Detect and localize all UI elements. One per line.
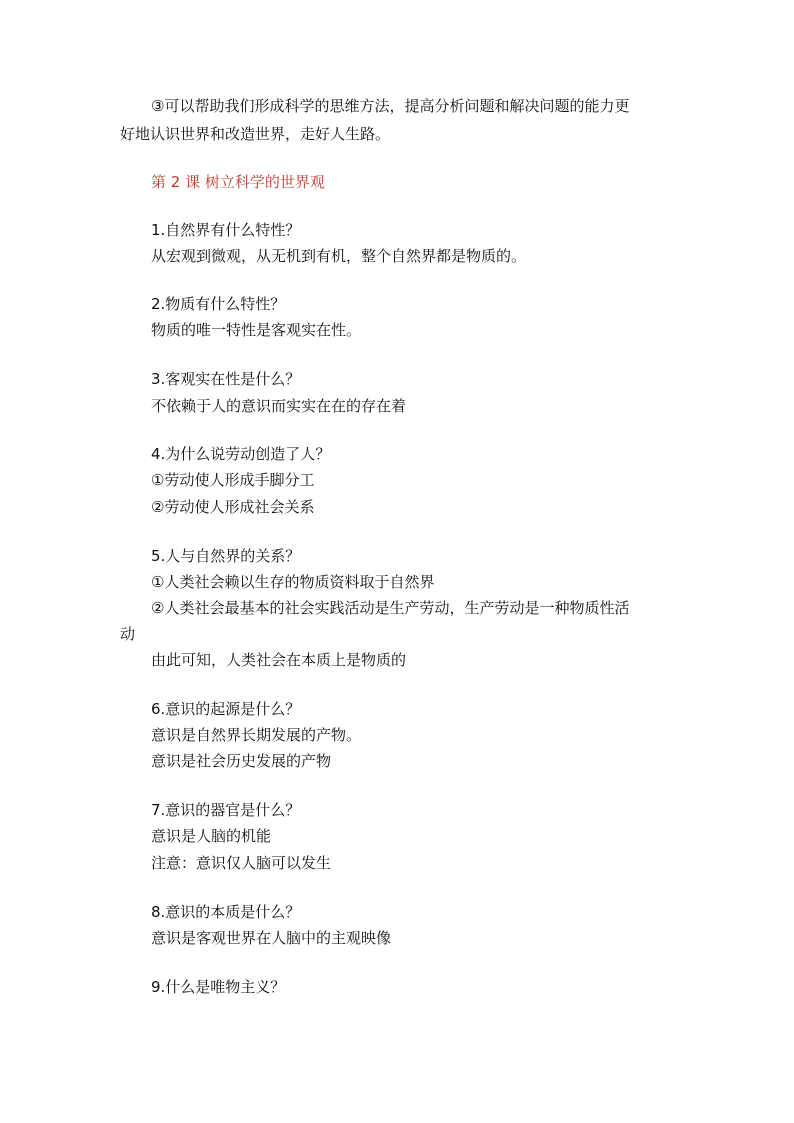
- question-8: 8.意识的本质是什么？: [151, 903, 301, 921]
- answer-6-1: 意识是自然界长期发展的产物。: [151, 726, 362, 744]
- question-2: 2.物质有什么特性？: [151, 295, 286, 313]
- answer-3-1: 不依赖于人的意识而实实在在的存在着: [151, 397, 407, 415]
- lesson-title: 第 2 课 树立科学的世界观: [151, 173, 325, 191]
- intro-line-2: 好地认识世界和改造世界，走好人生路。: [120, 125, 391, 143]
- answer-8-1: 意识是客观世界在人脑中的主观映像: [151, 929, 392, 947]
- answer-2-1: 物质的唯一特性是客观实在性。: [151, 321, 362, 339]
- question-5: 5.人与自然界的关系？: [151, 547, 301, 565]
- answer-5-3: 动: [120, 625, 136, 643]
- answer-6-2: 意识是社会历史发展的产物: [151, 752, 332, 770]
- question-9: 9.什么是唯物主义？: [151, 978, 286, 996]
- answer-4-2: ②劳动使人形成社会关系: [151, 498, 315, 516]
- question-7: 7.意识的器官是什么？: [151, 801, 301, 819]
- answer-4-1: ①劳动使人形成手脚分工: [151, 471, 315, 489]
- answer-5-2: ②人类社会最基本的社会实践活动是生产劳动，生产劳动是一种物质性活: [151, 599, 630, 617]
- question-6: 6.意识的起源是什么？: [151, 700, 301, 718]
- answer-5-1: ①人类社会赖以生存的物质资料取于自然界: [151, 573, 435, 591]
- answer-1-1: 从宏观到微观，从无机到有机，整个自然界都是物质的。: [151, 247, 527, 265]
- answer-7-2: 注意：意识仅人脑可以发生: [151, 854, 332, 872]
- answer-7-1: 意识是人脑的机能: [151, 827, 272, 845]
- intro-line-1: ③可以帮助我们形成科学的思维方法，提高分析问题和解决问题的能力更: [151, 97, 630, 115]
- question-3: 3.客观实在性是什么？: [151, 370, 301, 388]
- answer-5-4: 由此可知，人类社会在本质上是物质的: [151, 651, 407, 669]
- question-1: 1.自然界有什么特性？: [151, 221, 301, 239]
- question-4: 4.为什么说劳动创造了人？: [151, 445, 331, 463]
